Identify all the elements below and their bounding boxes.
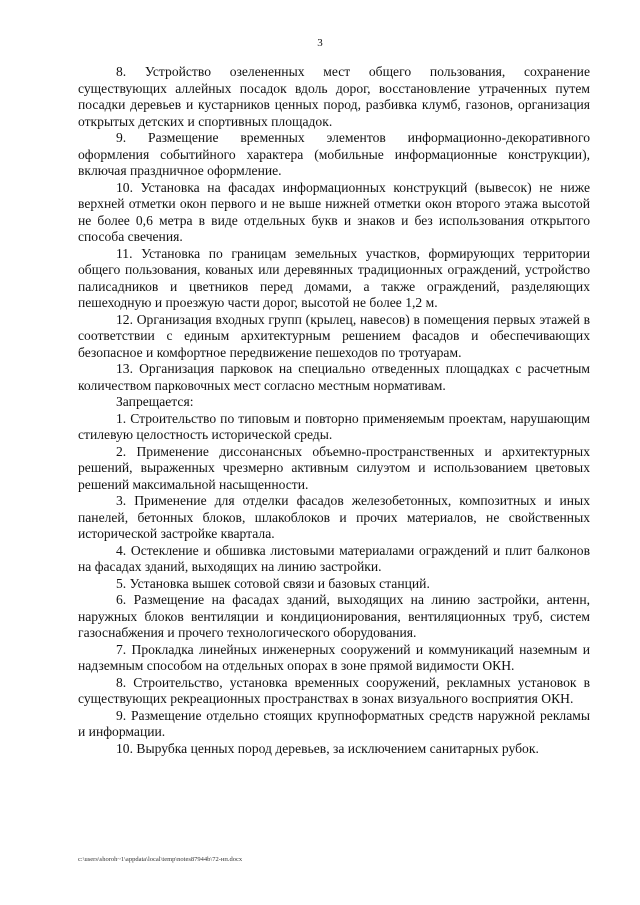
prohibited-item-1: 1. Строительство по типовым и повторно применяемым проектам, нарушающим стилевую целостность исторической среды. [78, 410, 590, 442]
paragraph-item-8: 8. Устройство озелененных мест общего пользования, сохранение существующих аллейных посадок вдоль дорог, восстановление утраченных путем посадки деревьев и кустарников ценных пород, разбивка клумб, газонов, организация открытых детских и спортивных площадок. [78, 64, 590, 129]
paragraph-item-13: 13. Организация парковок на специально отведенных площадках с расчетным количеством парковочных мест согласно местным нормативам. [78, 361, 590, 393]
paragraph-item-10: 10. Установка на фасадах информационных конструкций (вывесок) не ниже верхней отметки окон первого и не выше нижней отметки окон второго этажа высотой не более 0,6 метра в виде отдельных букв и знаков и без использования открытого способа свечения. [78, 179, 590, 244]
prohibited-item-7: 7. Прокладка линейных инженерных сооружений и коммуникаций наземным и надземным способом на отдельных опорах в зоне прямой видимости ОКН. [78, 641, 590, 673]
prohibited-item-8: 8. Строительство, установка временных сооружений, рекламных установок в существующих рекреационных пространствах в зонах визуального восприятия ОКН. [78, 674, 590, 706]
page-number: 3 [317, 37, 323, 49]
prohibited-item-10: 10. Вырубка ценных пород деревьев, за исключением санитарных рубок. [116, 740, 539, 756]
prohibited-item-9: 9. Размещение отдельно стоящих крупноформатных средств наружной рекламы и информации. [78, 707, 590, 739]
document-body [78, 64, 590, 757]
paragraph-item-12: 12. Организация входных групп (крылец, навесов) в помещения первых этажей в соответствии с единым архитектурным решением фасадов и обеспечивающих безопасное и комфортное передвижение пешеходов по тротуарам. [78, 311, 590, 360]
prohibited-item-4: 4. Остекление и обшивка листовыми материалами ограждений и плит балконов на фасадах зданий, выходящих на линию застройки. [78, 542, 590, 574]
paragraph-item-9: 9. Размещение временных элементов информационно-декоративного оформления событийного характера (мобильные информационные конструкции), включая праздничное оформление. [78, 130, 590, 178]
prohibited-item-2: 2. Применение диссонансных объемно-пространственных и архитектурных решений, выраженных чрезмерно активным силуэтом и использованием цветовых решений максимальной насыщенности. [78, 443, 590, 492]
paragraph-item-11: 11. Установка по границам земельных участков, формирующих территории общего пользования, кованых или деревянных традиционных ограждений, устройство палисадников и цветников перед домами, а также ограждений, разделяющих пешеходную и проезжую части дорог, высотой не более 1,2 м. [78, 245, 590, 310]
footer-file-path: c:\users\shoroh~1\appdata\local\temp\notes87944b\72-нп.docx [78, 856, 243, 863]
prohibited-heading: Запрещается: [116, 394, 194, 409]
prohibited-item-6: 6. Размещение на фасадах зданий, выходящих на линию застройки, антенн, наружных блоков вентиляции и кондиционирования, вентиляционных труб, систем газоснабжения и прочего технологического оборудования. [78, 592, 590, 640]
prohibited-item-5: 5. Установка вышек сотовой связи и базовых станций. [116, 575, 430, 591]
prohibited-item-3: 3. Применение для отделки фасадов железобетонных, композитных и иных панелей, бетонных блоков, шлакоблоков и прочих материалов, не свойственных исторической застройке квартала. [78, 493, 590, 541]
